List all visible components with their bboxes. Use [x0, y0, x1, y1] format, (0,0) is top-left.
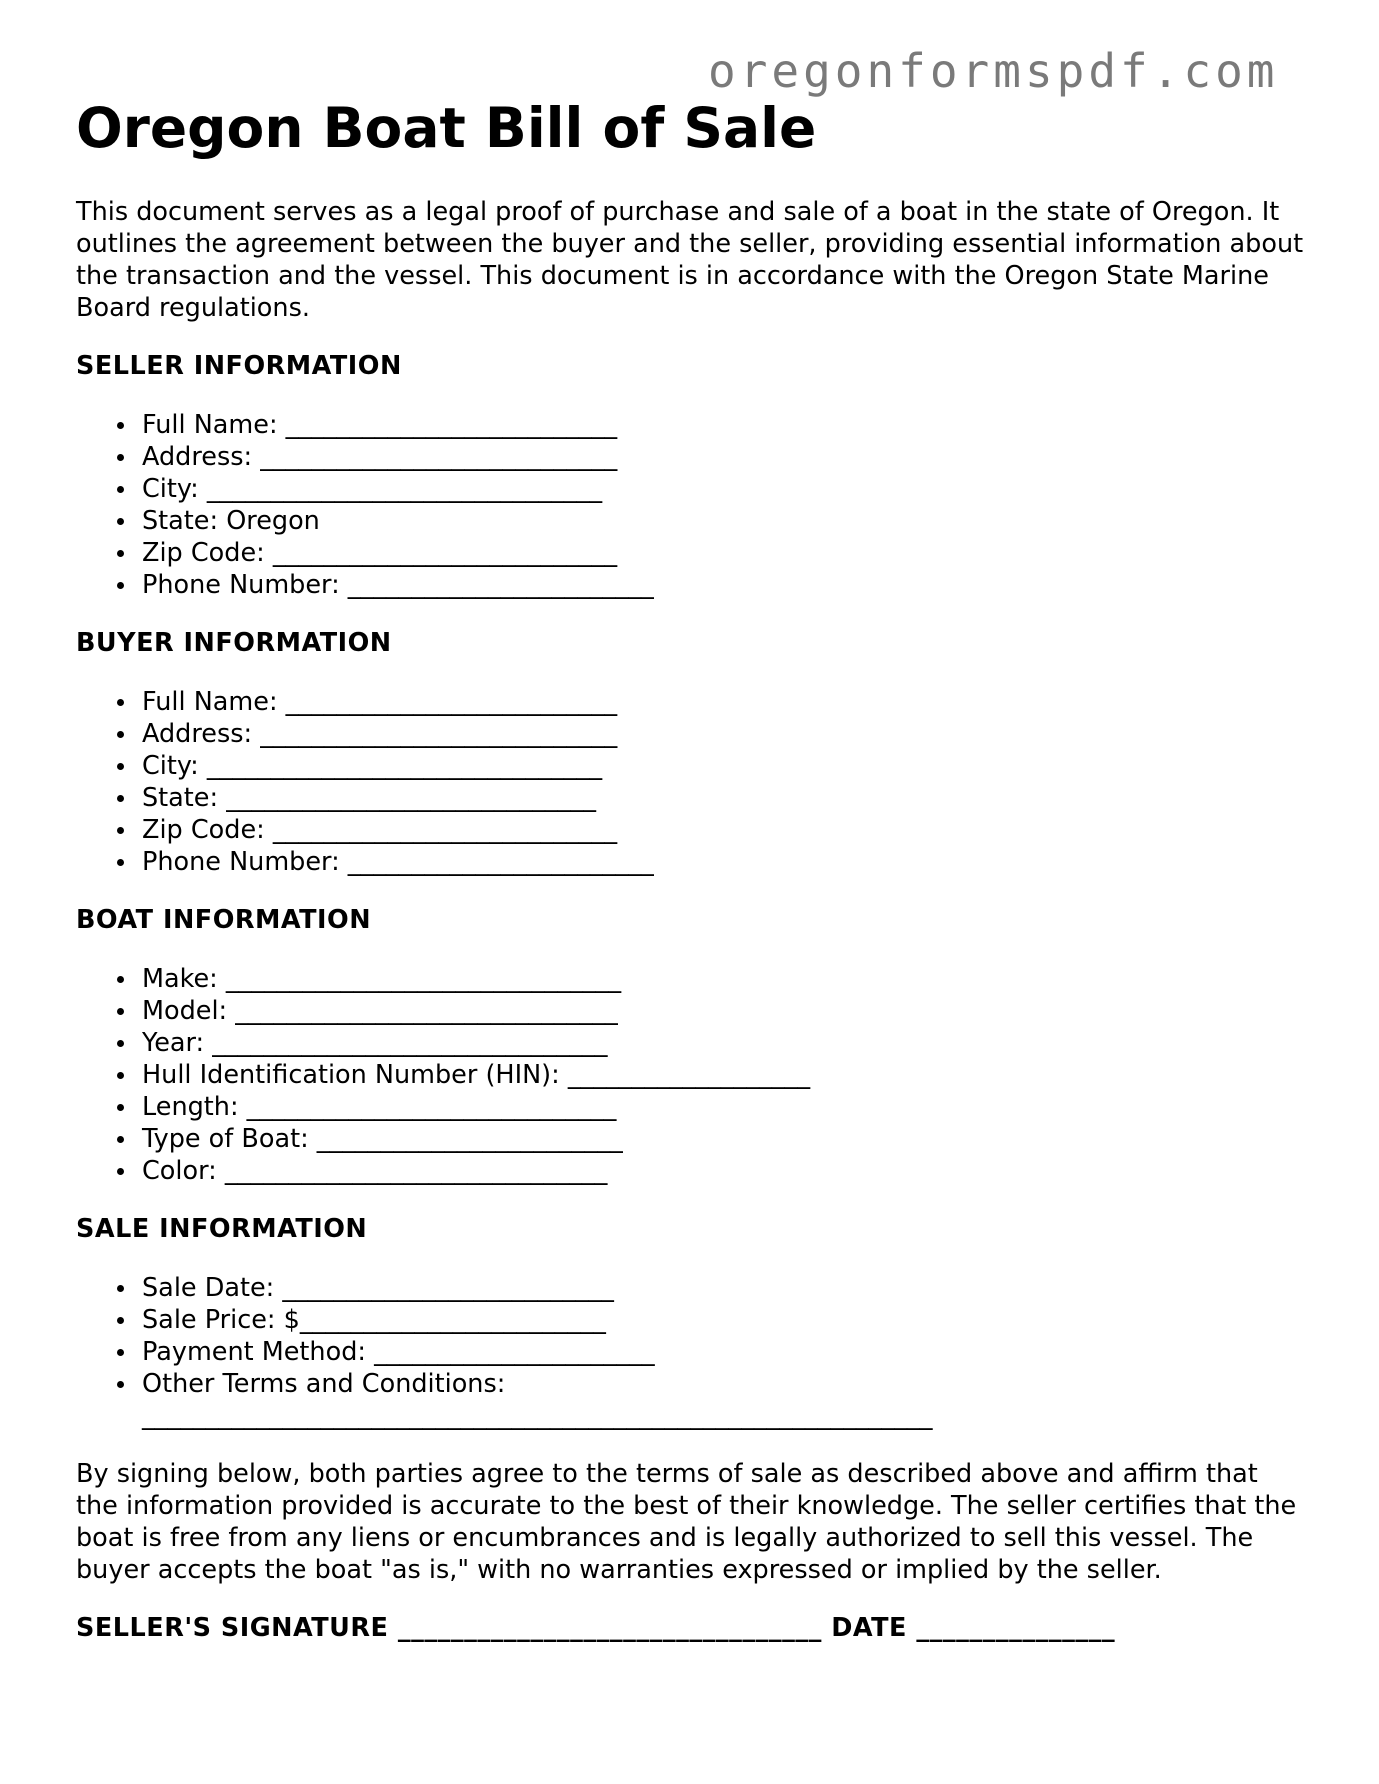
seller-city-field[interactable] [142, 473, 1306, 505]
field-label: Hull Identification Number (HIN): [142, 1060, 568, 1090]
boat-length-field[interactable] [142, 1091, 1306, 1123]
boat-color-field[interactable] [142, 1155, 1306, 1187]
field-label: Phone Number: [142, 847, 348, 877]
field-label: Length: [142, 1092, 247, 1122]
blank-line[interactable]: _______________________________ [225, 964, 622, 994]
buyer-state-field[interactable] [142, 782, 1306, 814]
blank-line[interactable]: ________________________ [316, 1124, 623, 1154]
boat-section-heading: BOAT INFORMATION [76, 905, 372, 935]
buyer-zip-code-field[interactable] [142, 814, 1306, 846]
other-terms-field[interactable] [142, 1368, 1306, 1432]
date-line[interactable]: _______________ [916, 1613, 1116, 1643]
seller-section-heading: SELLER INFORMATION [76, 351, 402, 381]
field-label: City: [142, 474, 207, 504]
sale-section-heading: SALE INFORMATION [76, 1214, 368, 1244]
seller-address-field[interactable] [142, 441, 1306, 473]
sale-price-field[interactable] [142, 1304, 1306, 1336]
field-label: Payment Method: [142, 1337, 375, 1367]
blank-line[interactable]: ____________________________ [260, 719, 618, 749]
field-label: Sale Price: $ [142, 1305, 300, 1335]
seller-state-field [142, 505, 1306, 537]
field-label: City: [142, 751, 207, 781]
page-title: Oregon Boat Bill of Sale [76, 96, 817, 160]
field-label: State: [142, 783, 227, 813]
blank-line[interactable]: ______________________________ [224, 1156, 608, 1186]
field-label: Type of Boat: [142, 1124, 317, 1154]
field-label: Full Name: [142, 410, 286, 440]
field-label: Phone Number: [142, 570, 348, 600]
boat-model-field[interactable] [142, 995, 1306, 1027]
field-label: Address: [142, 442, 261, 472]
blank-line[interactable]: ___________________________ [272, 815, 618, 845]
boat-type-field[interactable] [142, 1123, 1306, 1155]
seller-full-name-field[interactable] [142, 409, 1306, 441]
seller-field-list [76, 409, 1306, 601]
blank-line[interactable]: _____________________________ [246, 1092, 617, 1122]
field-label: Year: [142, 1028, 213, 1058]
blank-line[interactable]: _______________________________ [212, 1028, 608, 1058]
buyer-section-heading: BUYER INFORMATION [76, 628, 392, 658]
blank-line[interactable]: ____________________________ [260, 442, 618, 472]
blank-line[interactable]: ___________________________ [272, 538, 618, 568]
boat-year-field[interactable] [142, 1027, 1306, 1059]
watermark: oregonformspdf.com [708, 44, 1279, 98]
buyer-phone-number-field[interactable] [142, 846, 1306, 878]
field-label: Color: [142, 1156, 225, 1186]
blank-line[interactable]: _______________________________ [206, 751, 603, 781]
blank-line[interactable]: ______________________ [374, 1337, 655, 1367]
payment-method-field[interactable] [142, 1336, 1306, 1368]
field-label: Model: [142, 996, 236, 1026]
boat-hin-field[interactable] [142, 1059, 1306, 1091]
date-label: DATE [831, 1613, 907, 1643]
blank-line[interactable]: __________________________ [285, 687, 618, 717]
blank-line[interactable]: ________________________ [347, 847, 654, 877]
field-label: State: Oregon [142, 506, 320, 536]
buyer-field-list [76, 686, 1306, 878]
signature-row [76, 1612, 1306, 1644]
blank-line[interactable]: __________________________ [285, 410, 618, 440]
seller-zip-code-field[interactable] [142, 537, 1306, 569]
intro-paragraph: This document serves as a legal proof of purchase and sale of a boat in the state of Oregon. It outlines the agreement between the buyer and the seller, providing essential information about the transaction and the vessel. This document is in accordance with the Oregon State Marine Board regulations. [76, 197, 1304, 323]
blank-line[interactable]: ________________________ [299, 1305, 606, 1335]
buyer-city-field[interactable] [142, 750, 1306, 782]
seller-signature-line[interactable]: ________________________________ [397, 1613, 822, 1643]
seller-phone-number-field[interactable] [142, 569, 1306, 601]
boat-field-list [76, 963, 1306, 1187]
sale-date-field[interactable] [142, 1272, 1306, 1304]
blank-line[interactable]: _______________________________ [206, 474, 603, 504]
blank-line[interactable]: _____________________________ [226, 783, 596, 813]
agreement-paragraph: By signing below, both parties agree to the terms of sale as described above and affirm that the information provided is accurate to the best of their knowledge. The seller certifies that the boat is free from any liens or encumbrances and is legally authorized to sell this vessel. The buyer accepts the boat "as is," with no warranties expressed or implied by the seller. [76, 1459, 1297, 1585]
field-label: Other Terms and Conditions: [142, 1369, 506, 1399]
field-label: Address: [142, 719, 261, 749]
field-label: Zip Code: [142, 815, 273, 845]
terms-blank-line[interactable]: ______________________________________________________________ [142, 1401, 933, 1431]
blank-line[interactable]: __________________________ [282, 1273, 614, 1303]
blank-line[interactable]: ______________________________ [235, 996, 618, 1026]
seller-signature-label: SELLER'S SIGNATURE [76, 1613, 389, 1643]
field-label: Zip Code: [142, 538, 273, 568]
buyer-address-field[interactable] [142, 718, 1306, 750]
blank-line[interactable]: ___________________ [567, 1060, 811, 1090]
sale-field-list [76, 1272, 1306, 1432]
boat-make-field[interactable] [142, 963, 1306, 995]
buyer-full-name-field[interactable] [142, 686, 1306, 718]
field-label: Make: [142, 964, 226, 994]
field-label: Sale Date: [142, 1273, 283, 1303]
blank-line[interactable]: ________________________ [347, 570, 654, 600]
document-body [76, 196, 1306, 1644]
field-label: Full Name: [142, 687, 286, 717]
